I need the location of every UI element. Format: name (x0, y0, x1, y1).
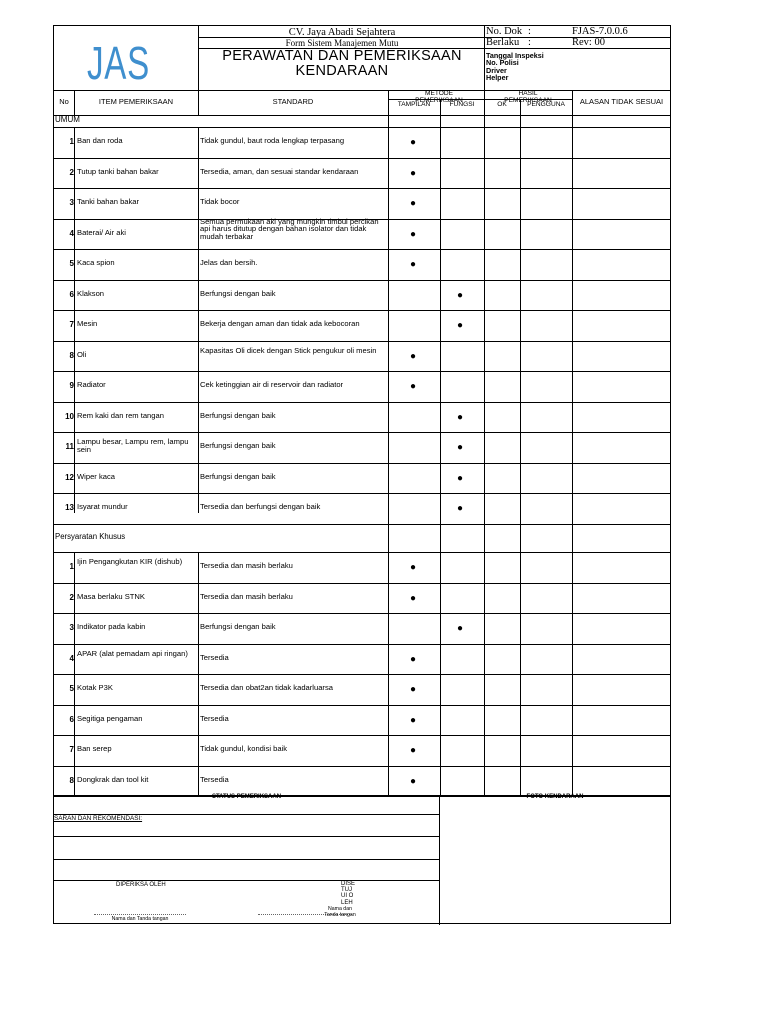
row-item: Mesin (77, 319, 98, 329)
row-item: Indikator pada kabin (77, 622, 146, 632)
col-hasil-header (484, 90, 572, 104)
table-row (54, 644, 671, 675)
check-dot: ● (410, 684, 417, 696)
row-number: 3 (69, 198, 74, 208)
grid-line (74, 90, 75, 116)
metode-label: METODE (424, 90, 454, 97)
row-number: 4 (69, 228, 74, 238)
row-standard: Berfungsi dengan baik (200, 441, 276, 451)
check-dot: ● (410, 259, 417, 271)
divider (54, 90, 671, 91)
saran-label: SARAN DAN REKOMENDASI: (54, 815, 143, 822)
check-dot: ● (410, 198, 417, 210)
divider (54, 115, 671, 116)
row-number: 1 (69, 562, 74, 572)
row-number: 1 (69, 137, 74, 147)
row-standard: Berfungsi dengan baik (200, 622, 276, 632)
status-label: STATUS PEMERIKSAAN (211, 794, 282, 800)
check-dot: ● (410, 381, 417, 393)
table-row (54, 766, 671, 797)
row-divider (54, 524, 671, 525)
company-logo: JAS (87, 37, 150, 89)
row-number: 2 (69, 167, 74, 177)
row-item: Baterai/ Air aki (77, 227, 126, 237)
info-plate-label: No. Polisi (486, 58, 519, 68)
col-tampilan-header: TAMPILAN (397, 101, 431, 108)
col-ok-header: OK (497, 101, 507, 108)
divider (439, 795, 440, 925)
inspection-info (486, 52, 544, 81)
row-number: 5 (69, 684, 74, 694)
row-standard: Jelas dan bersih. (200, 258, 258, 268)
row-standard: Kapasitas Oli dicek dengan Stick pengukur oli mesin (200, 346, 377, 356)
row-item: Kotak P3K (77, 683, 113, 693)
revision-value: Rev: 00 (572, 37, 605, 48)
table-row (54, 310, 671, 341)
table-row (54, 552, 671, 583)
table-row (54, 674, 671, 705)
inspection-form (53, 25, 671, 924)
table-row (54, 402, 671, 433)
row-item: Wiper kaca (77, 471, 115, 481)
row-number: 12 (65, 472, 74, 482)
divider (54, 859, 439, 860)
row-standard: Cek ketinggian air di reservoir dan radiator (200, 380, 344, 390)
row-number: 7 (69, 745, 74, 755)
row-number: 9 (69, 381, 74, 391)
row-standard: Tersedia dan berfungsi dengan baik (200, 502, 321, 512)
table-row (54, 705, 671, 736)
table-row (54, 432, 671, 463)
col-metode-header (388, 90, 490, 104)
divider (484, 26, 485, 90)
row-item: Klakson (77, 288, 105, 298)
row-item: Radiator (77, 380, 106, 390)
row-standard: Tidak bocor (200, 197, 240, 207)
diperiksa-label: DIPERIKSA OLEH (116, 882, 166, 888)
col-standard-header: STANDARD (272, 97, 314, 106)
hasil-sub-label: PEMERIKSAAN (504, 97, 552, 104)
table-row (54, 280, 671, 311)
row-standard: Tidak gundul, baut roda lengkap terpasang (200, 136, 345, 146)
info-date-label: Tanggal Inspeksi (486, 51, 544, 60)
form-title (200, 49, 484, 79)
foto-label: FOTO KENDARAAN (526, 794, 584, 800)
check-dot: ● (457, 623, 464, 635)
check-dot: ● (457, 320, 464, 332)
table-row (54, 735, 671, 766)
table-row (54, 249, 671, 280)
form-system-name: Form Sistem Manajemen Mutu (285, 38, 399, 48)
valid-colon: : (528, 37, 531, 48)
row-standard: Tersedia, aman, dan sesuai standar kendaraan (200, 166, 359, 176)
disetujui-label: DISETUJUI OLEH (341, 881, 356, 906)
check-dot: ● (410, 714, 417, 726)
row-item: Tanki bahan bakar (77, 197, 140, 207)
table-row (54, 583, 671, 614)
row-standard: Bekerja dengan aman dan tidak ada kebocoran (200, 319, 360, 329)
company-name: CV. Jaya Abadi Sejahtera (288, 27, 396, 38)
divider (198, 26, 199, 90)
form-title-line2: KENDARAAN (295, 63, 389, 79)
table-row (54, 216, 671, 250)
check-dot: ● (457, 411, 464, 423)
check-dot: ● (410, 653, 417, 665)
valid-label: Berlaku (486, 37, 520, 48)
col-pengguna-header: PENGGUNA (527, 101, 565, 108)
form-title-line1: PERAWATAN DAN PEMERIKSAAN (222, 48, 462, 64)
check-dot: ● (410, 562, 417, 574)
metode-sub-label: PEMERIKSAAN (415, 97, 463, 104)
table-row (54, 493, 671, 524)
signature-line (94, 914, 186, 915)
divider (54, 836, 439, 837)
row-item: Dongkrak dan tool kit (77, 774, 149, 784)
check-dot: ● (410, 775, 417, 787)
check-dot: ● (457, 472, 464, 484)
row-standard: Berfungsi dengan baik (200, 288, 276, 298)
row-number: 10 (65, 411, 74, 421)
section-khusus: Persyaratan Khusus (55, 532, 126, 541)
row-item: Ban dan roda (77, 136, 123, 146)
table-row (54, 371, 671, 402)
row-item: Masa berlaku STNK (77, 591, 145, 601)
doc-no-value: FJAS-7.0.0.6 (572, 26, 628, 37)
row-item: APAR (alat pemadam api ringan) (77, 648, 188, 658)
row-standard: Berfungsi dengan baik (200, 410, 276, 420)
table-row (54, 158, 671, 189)
row-item: Kaca spion (77, 258, 115, 268)
row-number: 5 (69, 259, 74, 269)
row-item: Ijin Pengangkutan KIR (dishub) (77, 557, 183, 567)
check-dot: ● (410, 350, 417, 362)
check-dot: ● (410, 745, 417, 757)
hasil-label: HASIL (518, 90, 538, 97)
row-standard: Semua permukaan aki yang mungkin timbul percikan api harus ditutup dengan bahan isolator dan tidak mudah terbakar (200, 216, 379, 241)
row-number: 2 (69, 592, 74, 602)
table-row (54, 127, 671, 158)
row-standard: Tersedia dan obat2an tidak kadarluarsa (200, 683, 333, 693)
row-number: 8 (69, 350, 74, 360)
row-item: Oli (77, 349, 87, 359)
doc-no-label: No. Dok (486, 26, 523, 37)
col-no-header: No (59, 97, 69, 106)
divider (54, 880, 439, 881)
section-umum: UMUM (55, 115, 80, 124)
table-row (54, 613, 671, 644)
check-dot: ● (457, 503, 464, 515)
row-item: Isyarat mundur (77, 502, 128, 512)
row-standard: Tersedia (200, 652, 229, 662)
row-standard: Tersedia dan masih berlaku (200, 591, 293, 601)
col-alasan-header: ALASAN TIDAK SESUAI (579, 97, 664, 106)
grid-line (198, 90, 199, 116)
signature-caption-right: Nama dan Tanda tangan (324, 906, 356, 918)
row-number: 13 (65, 503, 74, 513)
row-standard: Tidak gundul, kondisi baik (200, 744, 288, 754)
check-dot: ● (410, 228, 417, 240)
signature-caption-left: Nama dan Tanda tangan (111, 916, 169, 922)
row-standard: Tersedia (200, 713, 229, 723)
info-driver-label: Driver (486, 65, 507, 75)
table-row (54, 188, 671, 219)
check-dot: ● (410, 592, 417, 604)
check-dot: ● (410, 167, 417, 179)
row-item: Rem kaki dan rem tangan (77, 410, 164, 420)
info-helper-label: Helper (486, 72, 509, 82)
row-number: 8 (69, 775, 74, 785)
row-item: Lampu besar, Lampu rem, lampu sein (77, 437, 189, 455)
check-dot: ● (410, 137, 417, 149)
row-number: 6 (69, 714, 74, 724)
check-dot: ● (457, 289, 464, 301)
table-row (54, 463, 671, 494)
check-dot: ● (457, 442, 464, 454)
table-row (54, 341, 671, 372)
row-number: 4 (69, 653, 74, 663)
row-standard: Tersedia (200, 774, 229, 784)
row-standard: Berfungsi dengan baik (200, 471, 276, 481)
row-item: Segitiga pengaman (77, 713, 143, 723)
doc-no-colon: : (528, 26, 531, 37)
row-number: 3 (69, 623, 74, 633)
row-item: Ban serep (77, 744, 112, 754)
col-fungsi-header: FUNGSI (449, 101, 475, 108)
col-item-header: ITEM PEMERIKSAAN (98, 97, 174, 106)
row-number: 11 (65, 442, 74, 452)
row-number: 7 (69, 320, 74, 330)
row-item: Tutup tanki bahan bakar (77, 166, 159, 176)
row-number: 6 (69, 289, 74, 299)
row-standard: Tersedia dan masih berlaku (200, 561, 293, 571)
